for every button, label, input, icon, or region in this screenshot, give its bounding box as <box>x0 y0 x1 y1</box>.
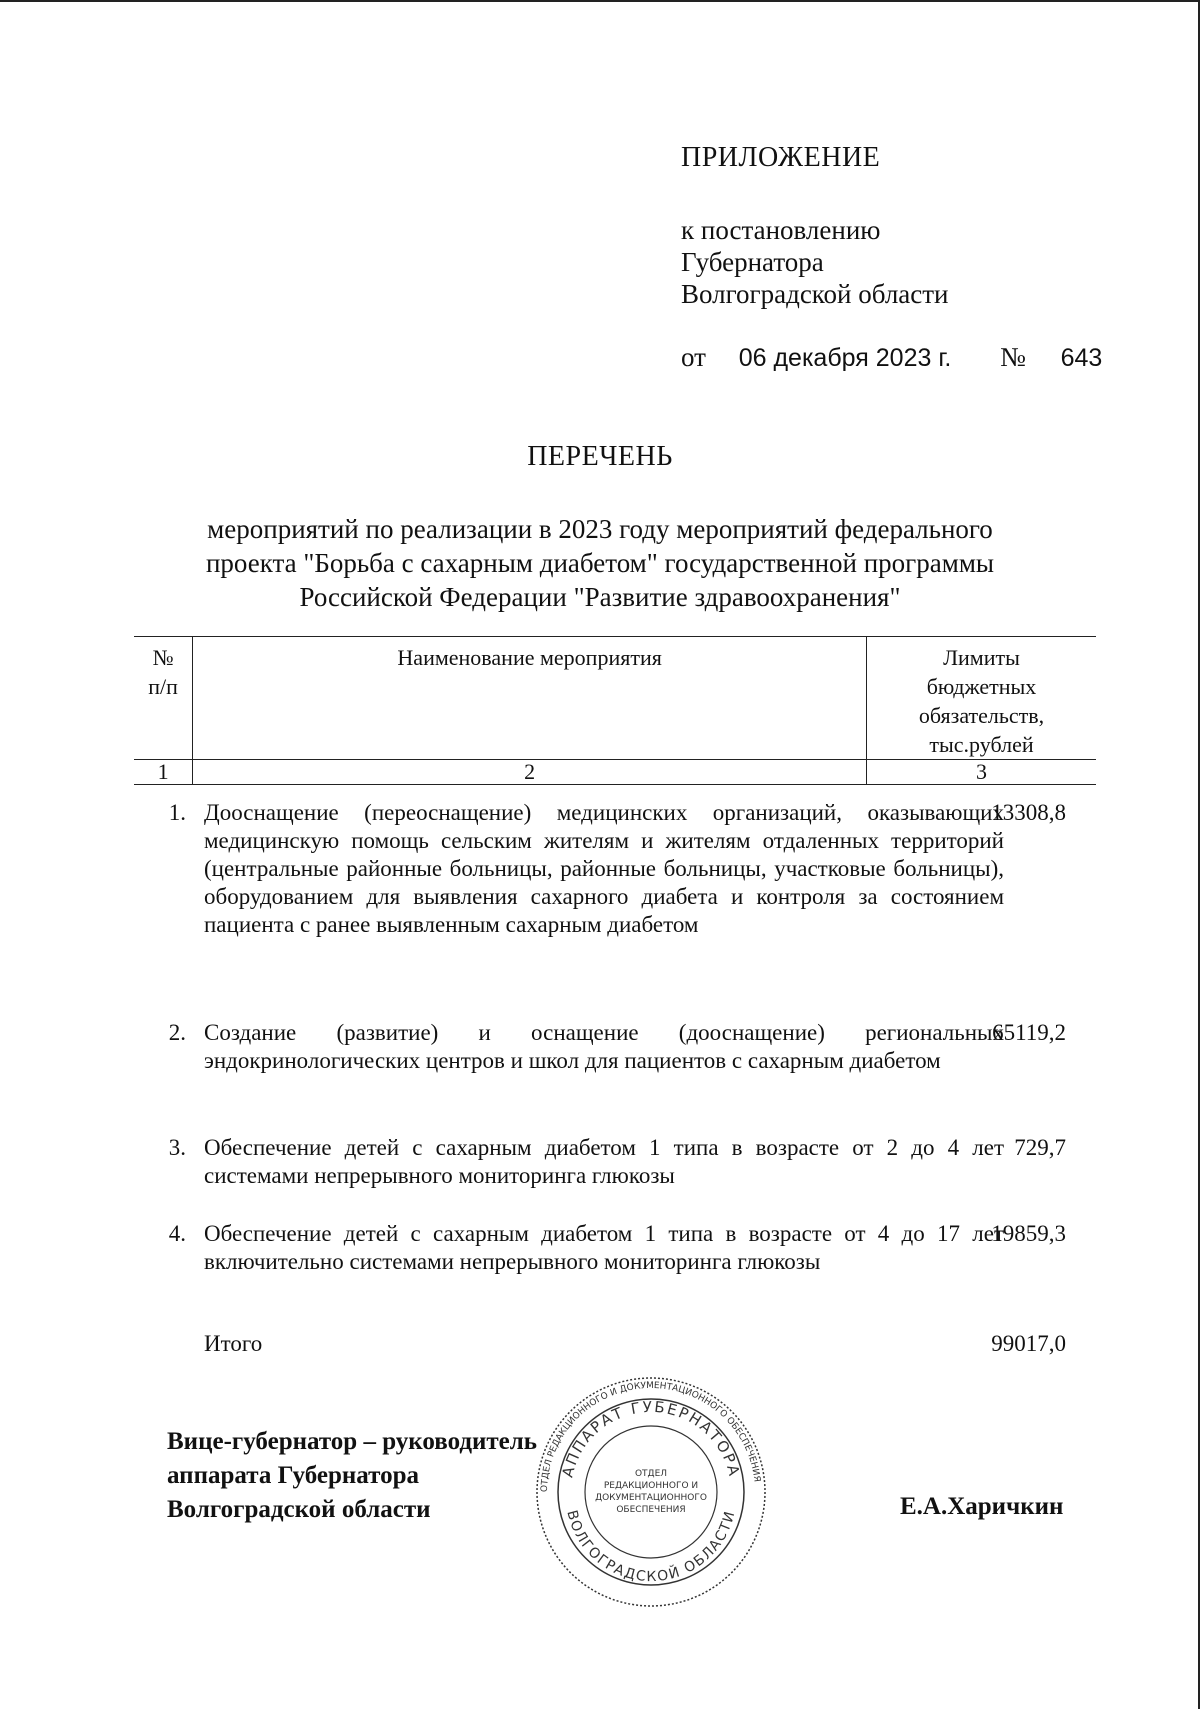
row-value: 729,7 <box>1014 1135 1066 1160</box>
row-value: 13308,8 <box>991 800 1066 825</box>
row-name: Дооснащение (переоснащение) медицинских организаций, оказывающих медицинскую помощь сельским жителям и жителям отдаленных территорий (центральные районные больницы, районные больницы, участковые больницы), оборудованием для выявления сахарного диабета и контроля за состоянием пациента с ранее выявленным сахарным диабетом <box>204 800 1004 937</box>
row-number: 2. <box>168 1020 186 1045</box>
header-num: № п/п <box>134 637 193 760</box>
stamp-center-line: ОТДЕЛ <box>634 1469 668 1479</box>
appendix-to-line-3: Волгоградской области <box>681 279 949 309</box>
official-stamp <box>533 1374 769 1610</box>
signer-position <box>167 1425 537 1527</box>
subtitle-line: Российской Федерации "Развитие здравоохранения" <box>299 582 901 612</box>
header-name: Наименование мероприятия <box>193 637 867 760</box>
header-limit: Лимиты бюджетных обязательств, тыс.рублей <box>867 637 1096 760</box>
number-sign: № <box>1000 342 1026 372</box>
document-subtitle <box>150 512 1050 614</box>
date-prefix: от <box>681 342 706 372</box>
col-number-2: 2 <box>193 760 867 785</box>
scan-top-border <box>0 0 1200 2</box>
stamp-center-line: ДОКУМЕНТАЦИОННОГО <box>595 1493 707 1503</box>
appendix-title: ПРИЛОЖЕНИЕ <box>681 142 881 173</box>
stamp-center-line: РЕДАКЦИОННОГО И <box>603 1481 699 1491</box>
stamp-ring-top: АППАРАТ ГУБЕРНАТОРА <box>558 1397 744 1480</box>
row-name: Обеспечение детей с сахарным диабетом 1 типа в возрасте от 4 до 17 лет включительно системами непрерывного мониторинга глюкозы <box>204 1221 1004 1274</box>
signer-position-line: Вице-губернатор – руководитель <box>167 1428 538 1455</box>
appendix-to-line-2: Губернатора <box>681 247 824 277</box>
appendix-to-line-1: к постановлению <box>681 215 881 245</box>
row-name: Создание (развитие) и оснащение (дооснащение) региональных эндокринологических центров и школ для пациентов с сахарным диабетом <box>204 1020 1004 1073</box>
document-title: ПЕРЕЧЕНЬ <box>527 441 673 472</box>
decree-date: 06 декабря 2023 г. <box>738 344 952 372</box>
row-number: 4. <box>168 1221 186 1246</box>
row-number: 3. <box>168 1135 186 1160</box>
col-number-1: 1 <box>134 760 193 785</box>
decree-date-row <box>681 342 1102 373</box>
stamp-ring-bottom: ВОЛГОГРАДСКОЙ ОБЛАСТИ <box>563 1508 739 1586</box>
decree-number: 643 <box>1060 344 1103 372</box>
measures-table-header <box>134 636 1096 785</box>
row-value: 19859,3 <box>991 1221 1066 1246</box>
total-value: 99017,0 <box>991 1331 1066 1356</box>
col-number-3: 3 <box>867 760 1096 785</box>
stamp-center-line: ОБЕСПЕЧЕНИЯ <box>616 1505 686 1515</box>
row-number: 1. <box>168 800 186 825</box>
total-label: Итого <box>204 1331 263 1356</box>
signer-name: Е.А.Харичкин <box>900 1493 1064 1520</box>
signer-position-line: аппарата Губернатора <box>167 1462 419 1489</box>
row-value: 65119,2 <box>992 1020 1066 1045</box>
subtitle-line: мероприятий по реализации в 2023 году мероприятий федерального <box>207 514 993 544</box>
signer-position-line: Волгоградской области <box>167 1496 431 1523</box>
subtitle-line: проекта "Борьба с сахарным диабетом" государственной программы <box>205 548 995 578</box>
row-name: Обеспечение детей с сахарным диабетом 1 типа в возрасте от 2 до 4 лет системами непрерывного мониторинга глюкозы <box>204 1135 1004 1188</box>
stamp-outer-text: ОТДЕЛ РЕДАКЦИОННОГО И ДОКУМЕНТАЦИОННОГО ОБЕСПЕЧЕНИЯ <box>539 1380 762 1493</box>
